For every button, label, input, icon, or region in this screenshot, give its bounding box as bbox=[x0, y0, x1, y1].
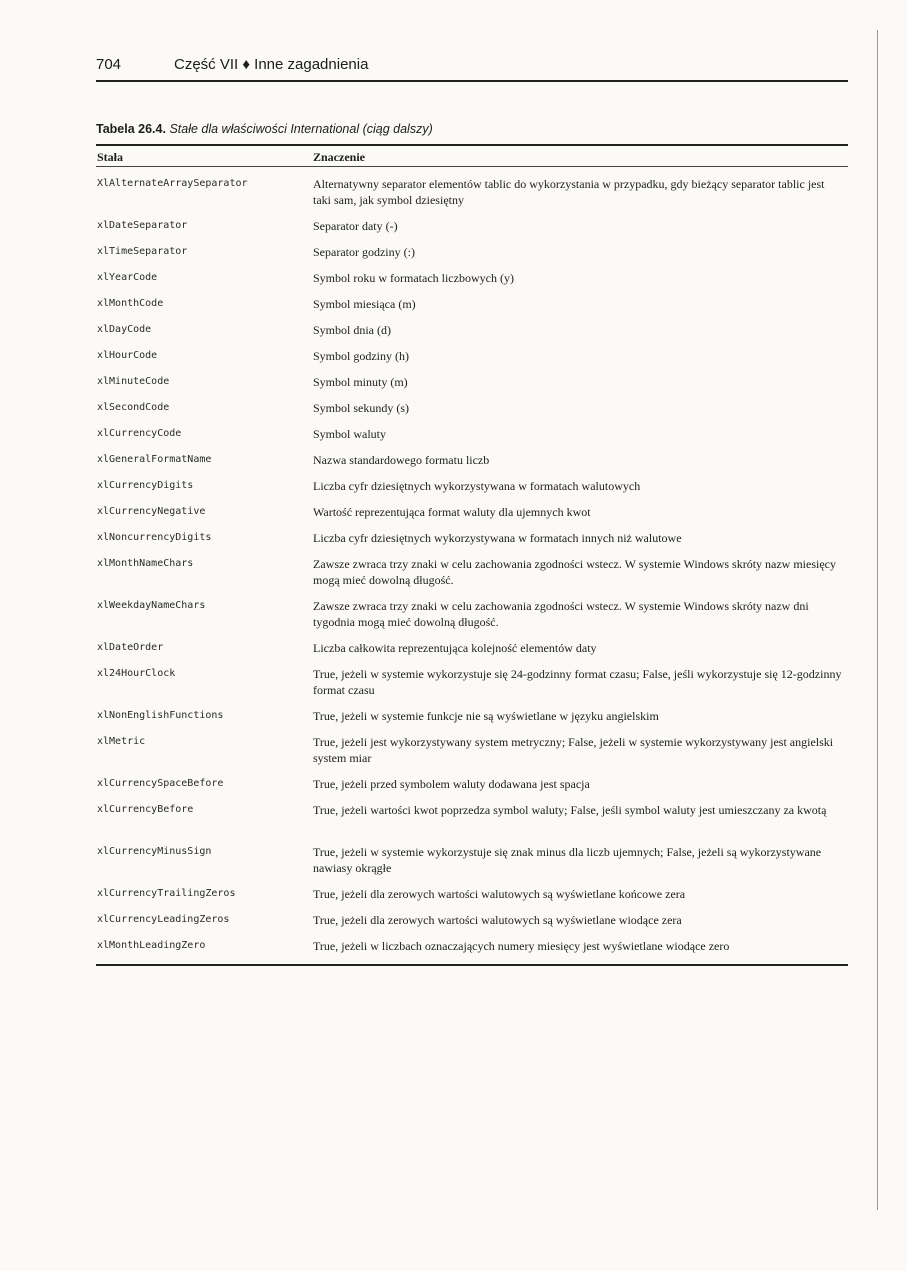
constant-name: xlCurrencyNegative bbox=[97, 506, 206, 517]
constant-meaning: Wartość reprezentująca format waluty dla ujemnych kwot bbox=[313, 505, 591, 519]
column-header-constant: Stała bbox=[97, 150, 124, 164]
constant-meaning: Symbol sekundy (s) bbox=[313, 401, 409, 415]
constant-name: xlDayCode bbox=[97, 324, 152, 335]
constant-name: xlCurrencyDigits bbox=[97, 480, 194, 491]
constant-name: xlGeneralFormatName bbox=[97, 454, 212, 465]
constant-meaning: True, jeżeli dla zerowych wartości walutowych są wyświetlane końcowe zera bbox=[313, 887, 686, 901]
constant-meaning: Liczba całkowita reprezentująca kolejność elementów daty bbox=[313, 641, 597, 655]
constant-name: xlMonthLeadingZero bbox=[97, 940, 206, 951]
constant-meaning: True, jeżeli w systemie wykorzystuje się 24-godzinny format czasu; False, jeśli wykorzystuje się 12-godzinny format czasu bbox=[313, 667, 842, 697]
constant-name: xlNonEnglishFunctions bbox=[97, 710, 224, 721]
constant-name: xlHourCode bbox=[97, 350, 158, 361]
constant-meaning: Symbol roku w formatach liczbowych (y) bbox=[313, 271, 514, 285]
column-header-meaning: Znaczenie bbox=[313, 150, 365, 164]
constant-name: xl24HourClock bbox=[97, 668, 176, 679]
page-header bbox=[96, 54, 848, 78]
constant-meaning: Liczba cyfr dziesiętnych wykorzystywana w formatach innych niż walutowe bbox=[313, 531, 682, 545]
constant-name: xlNoncurrencyDigits bbox=[97, 532, 212, 543]
constant-meaning: True, jeżeli w systemie funkcje nie są wyświetlane w języku angielskim bbox=[313, 709, 659, 723]
constant-name: xlSecondCode bbox=[97, 402, 170, 413]
constant-meaning: True, jeżeli wartości kwot poprzedza symbol waluty; False, jeśli symbol waluty jest umieszczany za kwotą bbox=[313, 803, 827, 817]
constant-meaning: Separator daty (-) bbox=[313, 219, 398, 233]
table-header-rule bbox=[96, 166, 848, 167]
constant-name: xlMonthCode bbox=[97, 298, 164, 309]
constant-meaning: True, jeżeli przed symbolem waluty dodawana jest spacja bbox=[313, 777, 590, 791]
constant-meaning: True, jeżeli w liczbach oznaczających numery miesięcy jest wyświetlane wiodące zero bbox=[313, 939, 730, 953]
constant-meaning: Symbol miesiąca (m) bbox=[313, 297, 416, 311]
constant-meaning: True, jeżeli jest wykorzystywany system metryczny; False, jeżeli w systemie wykorzystywany jest angielski system miar bbox=[313, 735, 834, 765]
constant-meaning: Zawsze zwraca trzy znaki w celu zachowania zgodności wstecz. W systemie Windows skróty nazw dni tygodnia mogą mieć dowolną długość. bbox=[313, 599, 809, 629]
constant-meaning: Symbol godziny (h) bbox=[313, 349, 409, 363]
constant-name: xlCurrencyTrailingZeros bbox=[97, 888, 236, 899]
constant-meaning: Liczba cyfr dziesiętnych wykorzystywana w formatach walutowych bbox=[313, 479, 641, 493]
constant-meaning: True, jeżeli dla zerowych wartości walutowych są wyświetlane wiodące zera bbox=[313, 913, 682, 927]
constant-name: xlCurrencyLeadingZeros bbox=[97, 914, 230, 925]
page-edge-line bbox=[877, 30, 878, 1210]
table-bottom-rule bbox=[96, 964, 848, 966]
header-rule bbox=[96, 80, 848, 82]
table-caption-title: Stałe dla właściwości International (ciąg dalszy) bbox=[169, 122, 433, 136]
constant-meaning: Symbol waluty bbox=[313, 427, 387, 441]
constant-name: xlTimeSeparator bbox=[97, 246, 188, 257]
constant-name: xlCurrencyMinusSign bbox=[97, 846, 212, 857]
chapter-title: Część VII ♦ Inne zagadnienia bbox=[174, 56, 369, 73]
table-caption bbox=[96, 122, 433, 136]
constant-name: xlMonthNameChars bbox=[97, 558, 194, 569]
constant-name: XlAlternateArraySeparator bbox=[97, 178, 248, 189]
constant-name: xlMetric bbox=[97, 736, 146, 747]
constant-meaning: Nazwa standardowego formatu liczb bbox=[313, 453, 490, 467]
constant-meaning: Separator godziny (:) bbox=[313, 245, 415, 259]
constant-name: xlWeekdayNameChars bbox=[97, 600, 206, 611]
constant-meaning: Zawsze zwraca trzy znaki w celu zachowania zgodności wstecz. W systemie Windows skróty nazw miesięcy mogą mieć dowolną długość. bbox=[313, 557, 836, 587]
constant-meaning: Symbol dnia (d) bbox=[313, 323, 391, 337]
constant-name: xlDateOrder bbox=[97, 642, 164, 653]
constant-name: xlDateSeparator bbox=[97, 220, 188, 231]
constant-name: xlYearCode bbox=[97, 272, 158, 283]
table-top-rule bbox=[96, 144, 848, 146]
constant-name: xlMinuteCode bbox=[97, 376, 170, 387]
constant-meaning: True, jeżeli w systemie wykorzystuje się znak minus dla liczb ujemnych; False, jeżeli są wykorzystywane nawiasy okrągłe bbox=[313, 845, 822, 875]
constant-meaning: Symbol minuty (m) bbox=[313, 375, 408, 389]
table-caption-label: Tabela 26.4. bbox=[96, 122, 166, 136]
constant-meaning: Alternatywny separator elementów tablic do wykorzystania w przypadku, gdy bieżący separator tablic jest taki sam, jak symbol dziesiętny bbox=[313, 177, 825, 207]
constant-name: xlCurrencyCode bbox=[97, 428, 182, 439]
constant-name: xlCurrencySpaceBefore bbox=[97, 778, 224, 789]
page-number: 704 bbox=[96, 56, 122, 73]
constant-name: xlCurrencyBefore bbox=[97, 804, 194, 815]
